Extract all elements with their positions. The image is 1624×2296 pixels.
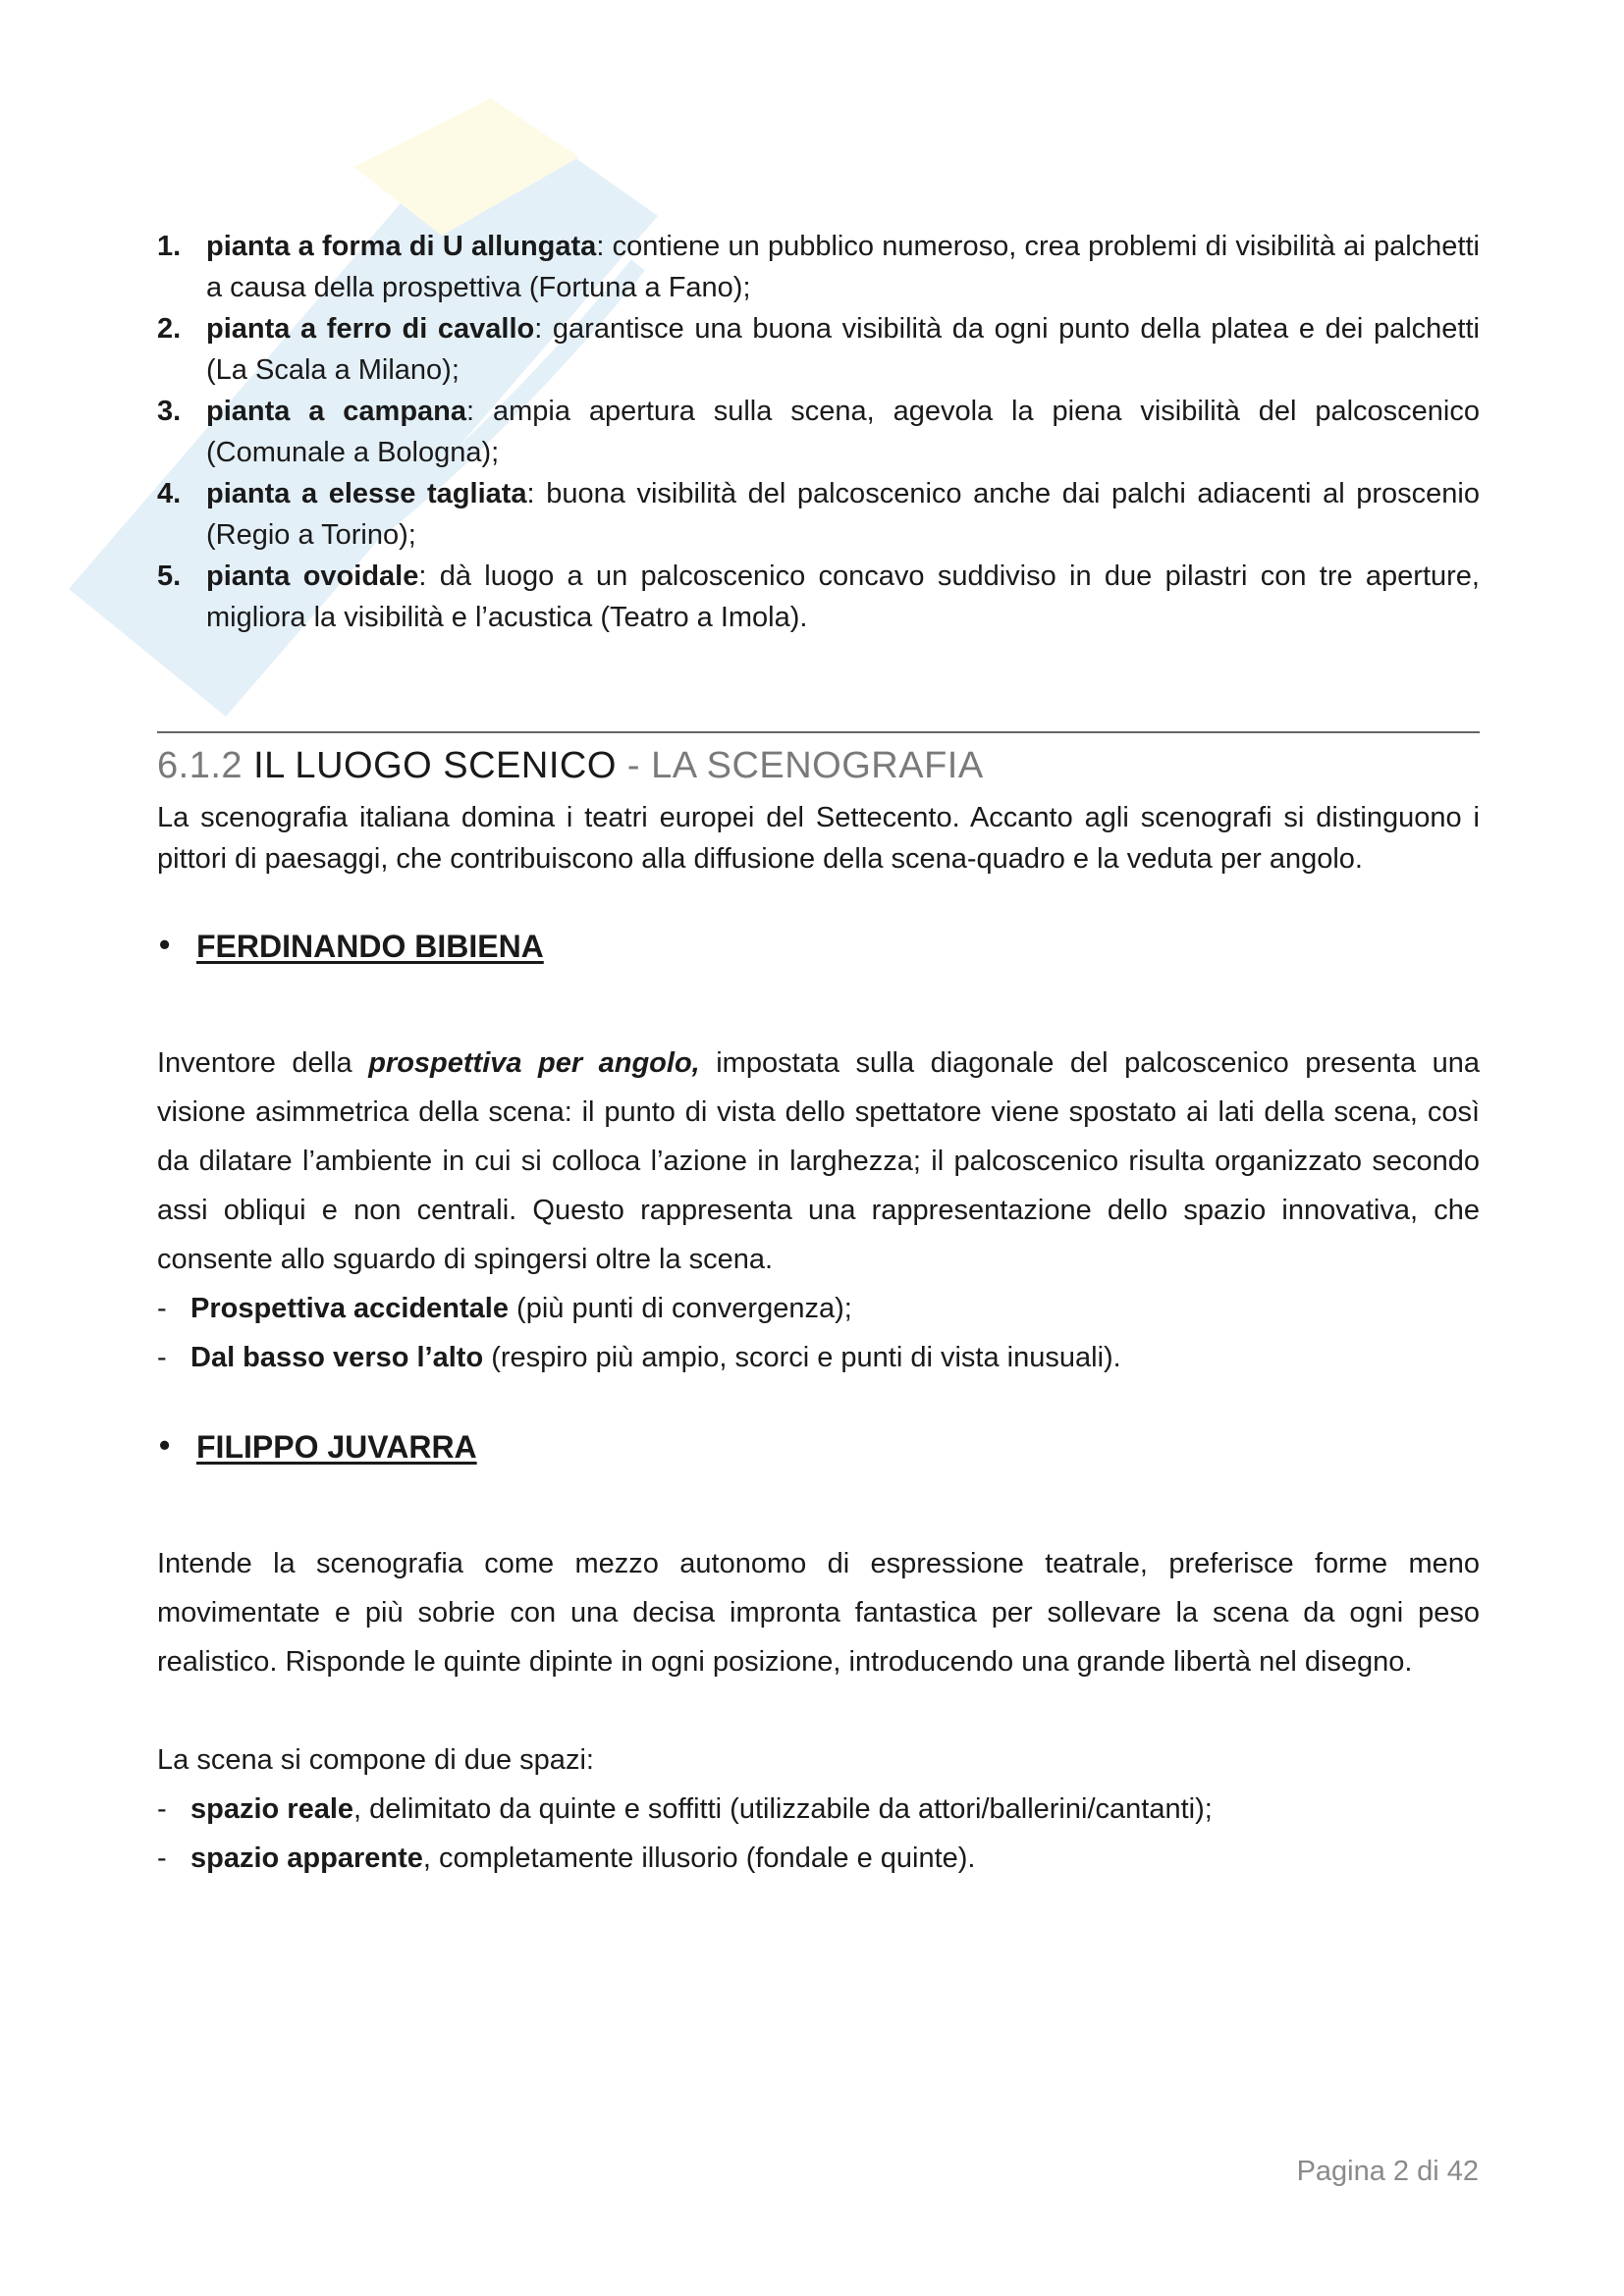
list-term: pianta ovoidale	[206, 561, 419, 592]
list-term: Dal basso verso l’alto	[190, 1342, 484, 1373]
section-divider	[157, 731, 1480, 733]
bullet-icon: •	[159, 927, 171, 962]
page-number: Pagina 2 di 42	[1296, 2156, 1479, 2187]
spaces-intro: La scena si compone di due spazi:	[157, 1744, 594, 1776]
section-number: 6.1.2	[157, 745, 244, 786]
emphasis: prospettiva per angolo,	[368, 1047, 700, 1079]
heading-bibiena: • FERDINANDO BIBIENA	[159, 927, 544, 964]
dash-icon: -	[157, 1342, 167, 1373]
numbered-list	[157, 226, 1480, 638]
list-term: pianta a ferro di cavallo	[206, 313, 535, 345]
juvarra-list	[157, 1785, 1480, 1883]
dash-icon: -	[157, 1842, 167, 1874]
list-item: - Dal basso verso l’alto (respiro più ampio, scorci e punti di vista inusuali).	[157, 1333, 1480, 1382]
list-item: 3. pianta a campana: ampia apertura sulla scena, agevola la piena visibilità del palcoscenico (Comunale a Bologna);	[157, 396, 1480, 468]
list-term: pianta a forma di U allungata	[206, 231, 597, 262]
list-term: pianta a elesse tagliata	[206, 478, 527, 509]
section-main-title: IL LUOGO SCENICO	[253, 745, 617, 786]
heading-juvarra: • FILIPPO JUVARRA	[159, 1427, 477, 1465]
section-intro: La scenografia italiana domina i teatri europei del Settecento. Accanto agli scenografi si distinguono i pittori di paesaggi, che contribuiscono alla diffusione della scena-quadro e la veduta per angolo.	[157, 802, 1480, 875]
bibiena-paragraph: Inventore della prospettiva per angolo, impostata sulla diagonale del palcoscenico presenta una visione asimmetrica della scena: il punto di vista dello spettatore viene spostato ai lati della scena, così da dilatare l’ambiente in cui si colloca l’azione in larghezza; il palcoscenico risulta organizzato secondo assi obliqui e non centrali. Questo rappresenta una rappresentazione dello spazio innovativa, che consente allo sguardo di spingersi oltre la scena.	[157, 1047, 1480, 1275]
section-title: 6.1.2 IL LUOGO SCENICO - LA SCENOGRAFIA	[157, 745, 984, 786]
page-content	[157, 226, 1480, 1883]
list-item: 1. pianta a forma di U allungata: contiene un pubblico numeroso, crea problemi di visibilità ai palchetti a causa della prospettiva (Fortuna a Fano);	[157, 231, 1480, 303]
juvarra-paragraph: Intende la scenografia come mezzo autonomo di espressione teatrale, preferisce forme meno movimentate e più sobrie con una decisa impronta fantastica per sollevare la scena da ogni peso realistico. Risponde le quinte dipinte in ogni posizione, introducendo una grande libertà nel disegno.	[157, 1548, 1480, 1678]
list-item: 4. pianta a elesse tagliata: buona visibilità del palcoscenico anche dai palchi adiacenti al proscenio (Regio a Torino);	[157, 478, 1480, 551]
bibiena-list	[157, 1284, 1480, 1382]
list-term: spazio reale	[190, 1793, 354, 1825]
list-item: - spazio apparente, completamente illusorio (fondale e quinte).	[157, 1834, 1480, 1883]
list-item: 5. pianta ovoidale: dà luogo a un palcoscenico concavo suddiviso in due pilastri con tre aperture, migliora la visibilità e l’acustica (Teatro a Imola).	[157, 561, 1480, 633]
list-term: pianta a campana	[206, 396, 467, 427]
list-term: spazio apparente	[190, 1842, 423, 1874]
list-item: - Prospettiva accidentale (più punti di convergenza);	[157, 1284, 1480, 1333]
list-term: Prospettiva accidentale	[190, 1293, 509, 1324]
dash-icon: -	[157, 1293, 167, 1324]
section-subtitle: LA SCENOGRAFIA	[651, 745, 984, 786]
bullet-icon: •	[159, 1427, 171, 1463]
list-item: - spazio reale, delimitato da quinte e soffitti (utilizzabile da attori/ballerini/cantanti);	[157, 1785, 1480, 1834]
list-item: 2. pianta a ferro di cavallo: garantisce una buona visibilità da ogni punto della platea e dei palchetti (La Scala a Milano);	[157, 313, 1480, 386]
dash-icon: -	[157, 1793, 167, 1825]
